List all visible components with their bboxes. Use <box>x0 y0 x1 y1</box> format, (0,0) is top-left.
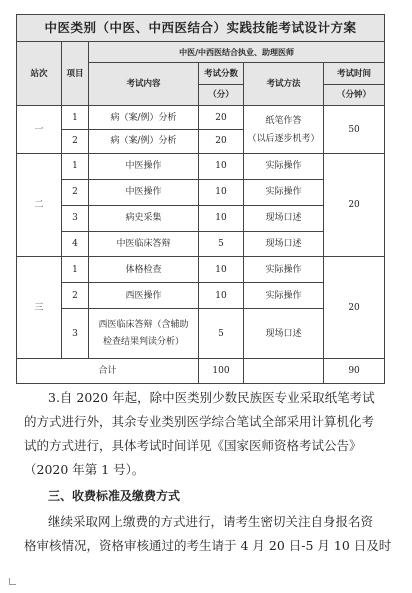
stage-label: 三 <box>17 257 62 359</box>
exam-time: 50 <box>324 106 385 154</box>
exam-content: 病史采集 <box>89 205 199 231</box>
item-header: 项目 <box>62 41 89 105</box>
exam-method: 实际操作 <box>244 179 324 205</box>
table-subheader: 中医/中西医结合执业、助理医师 <box>89 41 385 62</box>
paragraph-fee-payment <box>24 510 392 558</box>
method-line: （以后逐步机考） <box>247 133 320 144</box>
stage-label: 二 <box>17 153 62 257</box>
exam-content: 体格检查 <box>89 257 199 283</box>
section-heading: 三、收费标准及缴费方式 <box>48 489 181 503</box>
exam-method: 现场口述 <box>244 205 324 231</box>
method-header: 考试方法 <box>244 62 324 106</box>
exam-score: 10 <box>199 153 244 179</box>
score-header: 考试分数 <box>199 62 244 85</box>
paragraph-line: 格审核情况，资格审核通过的考生请于 4 月 20 日-5 月 10 日及时 <box>24 538 392 553</box>
total-label: 合计 <box>17 359 199 384</box>
exam-score: 20 <box>199 106 244 130</box>
paragraph-line: 3.自 2020 年起，除中医类别少数民族医专业采取纸笔考试 <box>48 390 375 405</box>
item-number: 3 <box>62 205 89 231</box>
exam-score: 10 <box>199 283 244 309</box>
total-method-empty <box>244 359 324 384</box>
time-header: 考试时间 <box>324 62 385 85</box>
exam-design-table <box>16 14 385 384</box>
method-line: 纸笔作答 <box>265 115 302 126</box>
paragraph-line: 的方式进行外，其余专业类别医学综合笔试全部采用计算机化考 <box>24 414 375 429</box>
exam-content: 中医操作 <box>89 153 199 179</box>
item-number: 3 <box>62 309 89 359</box>
paragraph-line: 试的方式进行，具体考试时间详见《国家医师资格考试公告》 <box>24 438 362 453</box>
exam-time: 20 <box>324 153 385 257</box>
item-number: 1 <box>62 257 89 283</box>
time-unit: （分钟） <box>324 85 385 106</box>
total-score: 100 <box>199 359 244 384</box>
exam-score: 10 <box>199 205 244 231</box>
table-title: 中医类别（中医、中西医结合）实践技能考试设计方案 <box>17 15 385 42</box>
paragraph-computer-exam <box>24 386 392 482</box>
item-number: 1 <box>62 106 89 130</box>
stage-label: 一 <box>17 106 62 154</box>
exam-score: 10 <box>199 179 244 205</box>
exam-content: 中医临床答辩 <box>89 231 199 257</box>
exam-method: 实际操作 <box>244 153 324 179</box>
total-time: 90 <box>324 359 385 384</box>
score-unit: （分） <box>199 85 244 106</box>
paragraph-line: 继续采取网上缴费的方式进行，请考生密切关注自身报名资 <box>48 514 374 529</box>
exam-method: 现场口述 <box>244 309 324 359</box>
exam-score: 10 <box>199 257 244 283</box>
paragraph-line: （2020 年第 1 号）。 <box>24 462 145 477</box>
item-number: 2 <box>62 283 89 309</box>
exam-score: 5 <box>199 231 244 257</box>
exam-method: 现场口述 <box>244 231 324 257</box>
exam-content: 病（案/例）分析 <box>89 130 199 154</box>
item-number: 4 <box>62 231 89 257</box>
item-number: 2 <box>62 130 89 154</box>
exam-score: 5 <box>199 309 244 359</box>
exam-method <box>244 106 324 154</box>
stage-header: 站次 <box>17 41 62 105</box>
exam-score: 20 <box>199 130 244 154</box>
exam-method: 实际操作 <box>244 257 324 283</box>
item-number: 2 <box>62 179 89 205</box>
content-header: 考试内容 <box>89 62 199 106</box>
page-corner-mark <box>9 578 16 585</box>
exam-content: 西医临床答辩（含辅助检查结果判读分析） <box>89 309 199 359</box>
exam-content: 西医操作 <box>89 283 199 309</box>
item-number: 1 <box>62 153 89 179</box>
exam-content: 中医操作 <box>89 179 199 205</box>
exam-content: 病（案/例）分析 <box>89 106 199 130</box>
exam-time: 20 <box>324 257 385 359</box>
exam-method: 实际操作 <box>244 283 324 309</box>
